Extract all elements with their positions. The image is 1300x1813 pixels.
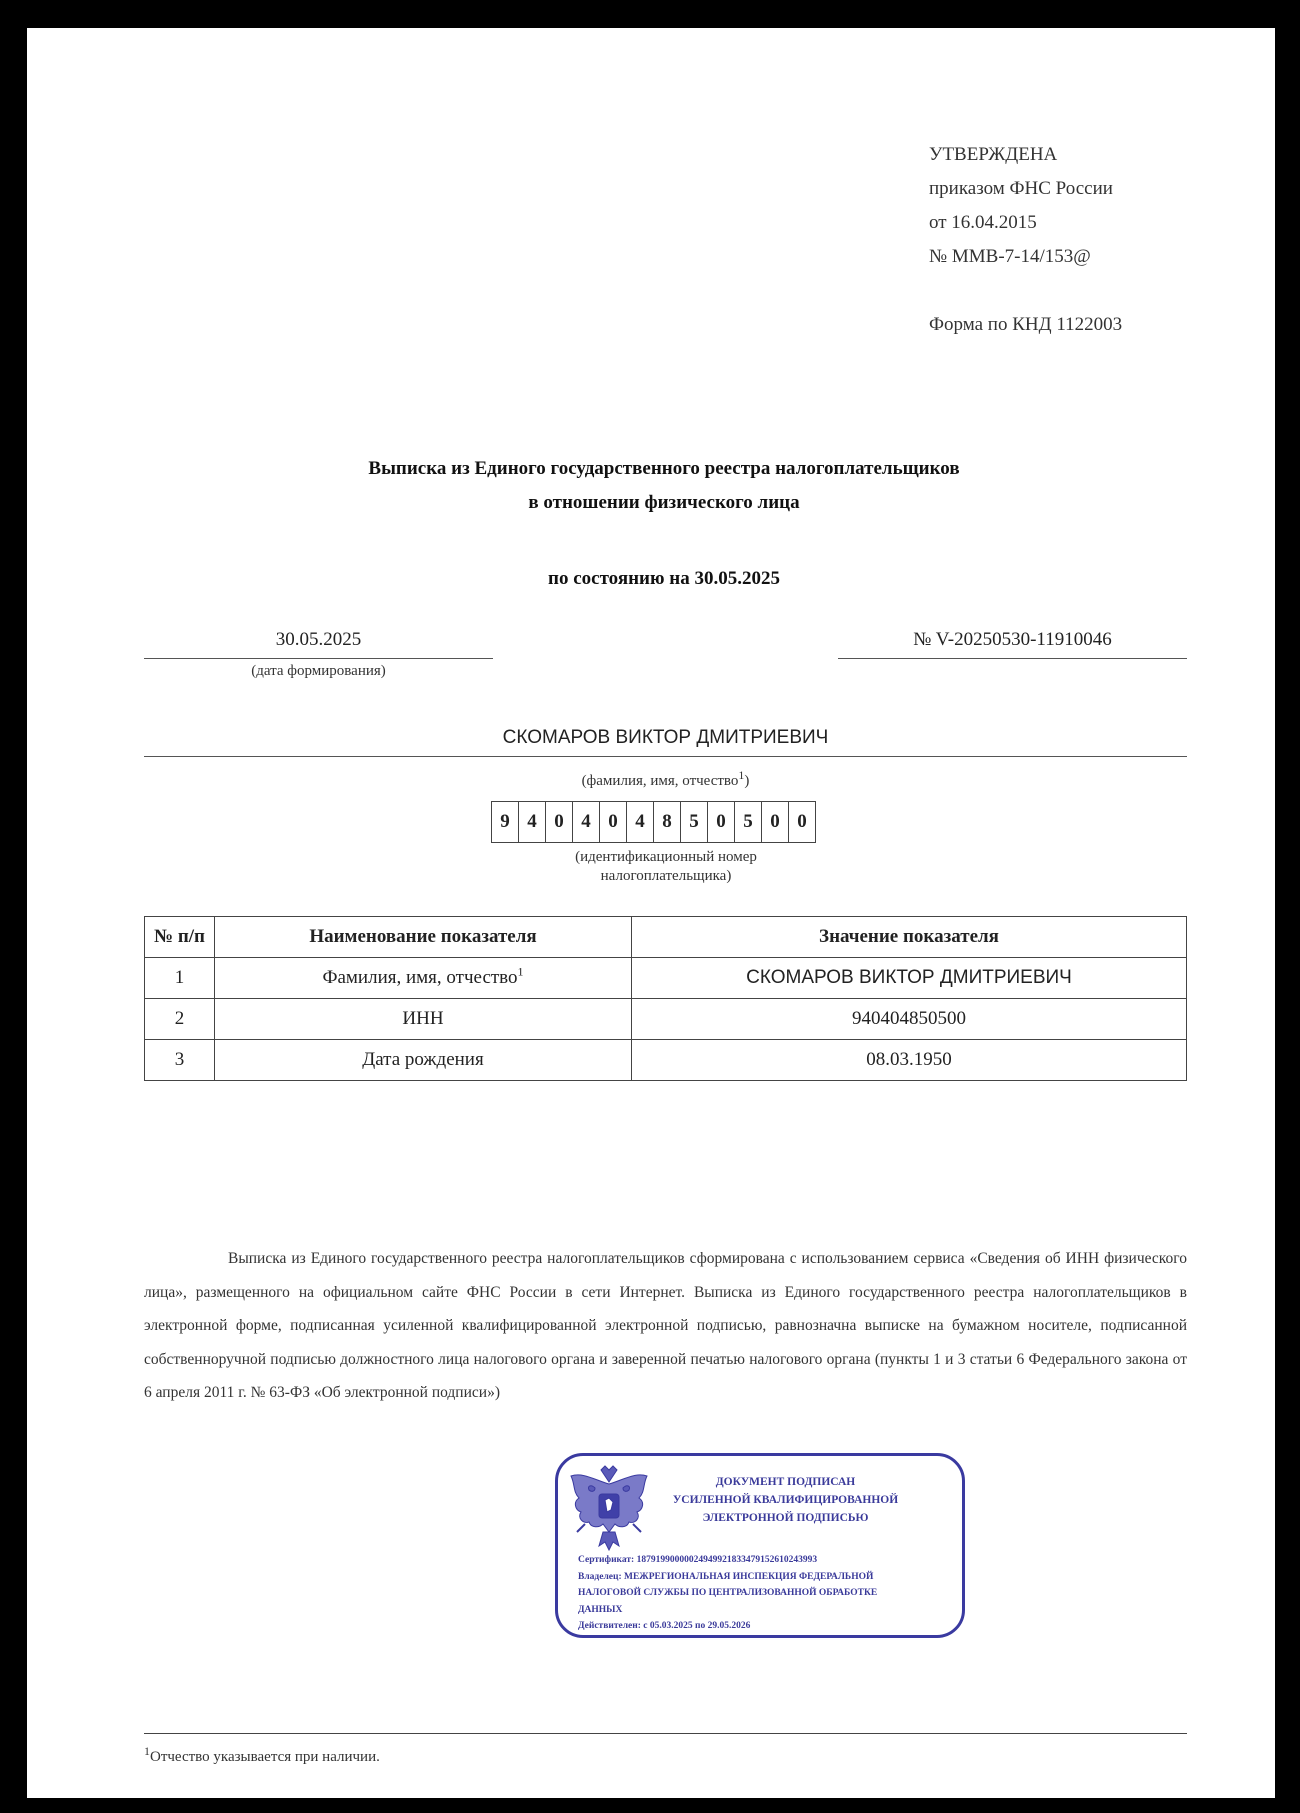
inn-caption-line-2: налогоплательщика) <box>600 868 732 884</box>
document-number-field <box>838 622 1187 659</box>
row-number: 3 <box>145 1040 215 1081</box>
inn-digit: 0 <box>761 801 789 843</box>
approval-title: УТВЕРЖДЕНА <box>929 144 1058 165</box>
title-line-2: в отношении физического лица <box>528 492 800 513</box>
table-row <box>145 999 1187 1040</box>
footnote-marker: 1 <box>144 1744 150 1758</box>
inn-digit: 5 <box>680 801 708 843</box>
stamp-owner-line-1: Владелец: МЕЖРЕГИОНАЛЬНАЯ ИНСПЕКЦИЯ ФЕДЕРАЛЬНОЙ <box>578 1571 874 1582</box>
footnote-divider <box>144 1733 1187 1734</box>
approval-date: от 16.04.2015 <box>929 212 1037 233</box>
header-number: № п/п <box>145 917 215 958</box>
stamp-header-line-3: ЭЛЕКТРОННОЙ ПОДПИСЬЮ <box>702 1512 869 1524</box>
document-page <box>27 28 1275 1798</box>
legal-paragraph: Выписка из Единого государственного реестра налогоплательщиков сформирована с использованием сервиса «Сведения об ИНН физического лица», размещенного на официальном сайте ФНС России в сети Интернет. Выписка из Единого государственного реестра налогоплательщиков в электронной форме, подписанная усиленной квалифицированной электронной подписью, равнозначна выписке на бумажном носителе, подписанной собственноручной подписью должностного лица налогового органа и заверенной печатью налогового органа (пункты 1 и 3 статьи 6 Федерального закона от 6 апреля 2011 г. № 63-ФЗ «Об электронной подписи») <box>144 1250 1187 1402</box>
title-line-1: Выписка из Единого государственного реестра налогоплательщиков <box>368 458 960 479</box>
stamp-header-line-2: УСИЛЕННОЙ КВАЛИФИЦИРОВАННОЙ <box>672 1494 899 1506</box>
row-number: 2 <box>145 999 215 1040</box>
inn-caption <box>492 848 840 886</box>
form-code: Форма по КНД 1122003 <box>929 314 1123 335</box>
row-name <box>215 958 632 999</box>
stamp-header-line-1: ДОКУМЕНТ ПОДПИСАН <box>715 1476 856 1488</box>
inn-digit: 4 <box>518 801 546 843</box>
row-name: Дата рождения <box>215 1040 632 1081</box>
approval-block <box>929 138 1122 342</box>
document-number: № V-20250530-11910046 <box>838 622 1187 659</box>
inn-digit: 5 <box>734 801 762 843</box>
person-name-caption <box>144 768 1187 790</box>
header-name: Наименование показателя <box>215 917 632 958</box>
row-value: 940404850500 <box>632 999 1187 1040</box>
as-of-date: по состоянию на 30.05.2025 <box>548 568 780 589</box>
stamp-validity: Действителен: с 05.03.2025 по 29.05.2026 <box>578 1621 751 1631</box>
inn-caption-line-1: (идентификационный номер <box>575 849 757 865</box>
formation-date-field <box>144 622 493 680</box>
table-row <box>145 1040 1187 1081</box>
person-name: СКОМАРОВ ВИКТОР ДМИТРИЕВИЧ <box>144 720 1187 757</box>
russian-eagle-emblem-icon <box>565 1462 653 1554</box>
row-value: СКОМАРОВ ВИКТОР ДМИТРИЕВИЧ <box>632 958 1187 999</box>
inn-digit: 0 <box>599 801 627 843</box>
inn-digit: 4 <box>572 801 600 843</box>
electronic-signature-stamp <box>555 1453 965 1638</box>
approval-number: № ММВ-7-14/153@ <box>929 246 1091 267</box>
inn-digit: 0 <box>788 801 816 843</box>
header-value: Значение показателя <box>632 917 1187 958</box>
person-name-caption-end: ) <box>744 773 750 789</box>
row-name-text: Фамилия, имя, отчество <box>322 967 518 988</box>
row-number: 1 <box>145 958 215 999</box>
stamp-owner-line-3: ДАННЫХ <box>578 1604 623 1615</box>
row-name: ИНН <box>215 999 632 1040</box>
footnote <box>144 1744 380 1766</box>
inn-digit: 0 <box>545 801 573 843</box>
footnote-ref: 1 <box>738 768 745 782</box>
footnote-text: Отчество указывается при наличии. <box>150 1749 380 1765</box>
stamp-owner-line-2: НАЛОГОВОЙ СЛУЖБЫ ПО ЦЕНТРАЛИЗОВАННОЙ ОБРАБОТКЕ <box>578 1588 878 1598</box>
stamp-details <box>578 1552 953 1635</box>
indicators-table <box>144 916 1187 1081</box>
stamp-certificate: Сертификат: 18791990000024949921833479152610243993 <box>578 1555 818 1565</box>
person-name-caption-text: (фамилия, имя, отчество <box>581 773 739 789</box>
stamp-header <box>663 1473 908 1527</box>
inn-digit: 4 <box>626 801 654 843</box>
table-row <box>145 958 1187 999</box>
formation-date: 30.05.2025 <box>144 622 493 659</box>
row-value: 08.03.1950 <box>632 1040 1187 1081</box>
inn-digit: 8 <box>653 801 681 843</box>
footnote-ref: 1 <box>517 964 524 979</box>
inn-digit: 0 <box>707 801 735 843</box>
document-title <box>27 452 1275 520</box>
person-name-field <box>144 720 1187 790</box>
approval-order: приказом ФНС России <box>929 178 1113 199</box>
inn-digit-boxes <box>492 801 816 843</box>
inn-digit: 9 <box>491 801 519 843</box>
formation-date-caption: (дата формирования) <box>251 663 386 679</box>
table-header-row <box>145 917 1187 958</box>
